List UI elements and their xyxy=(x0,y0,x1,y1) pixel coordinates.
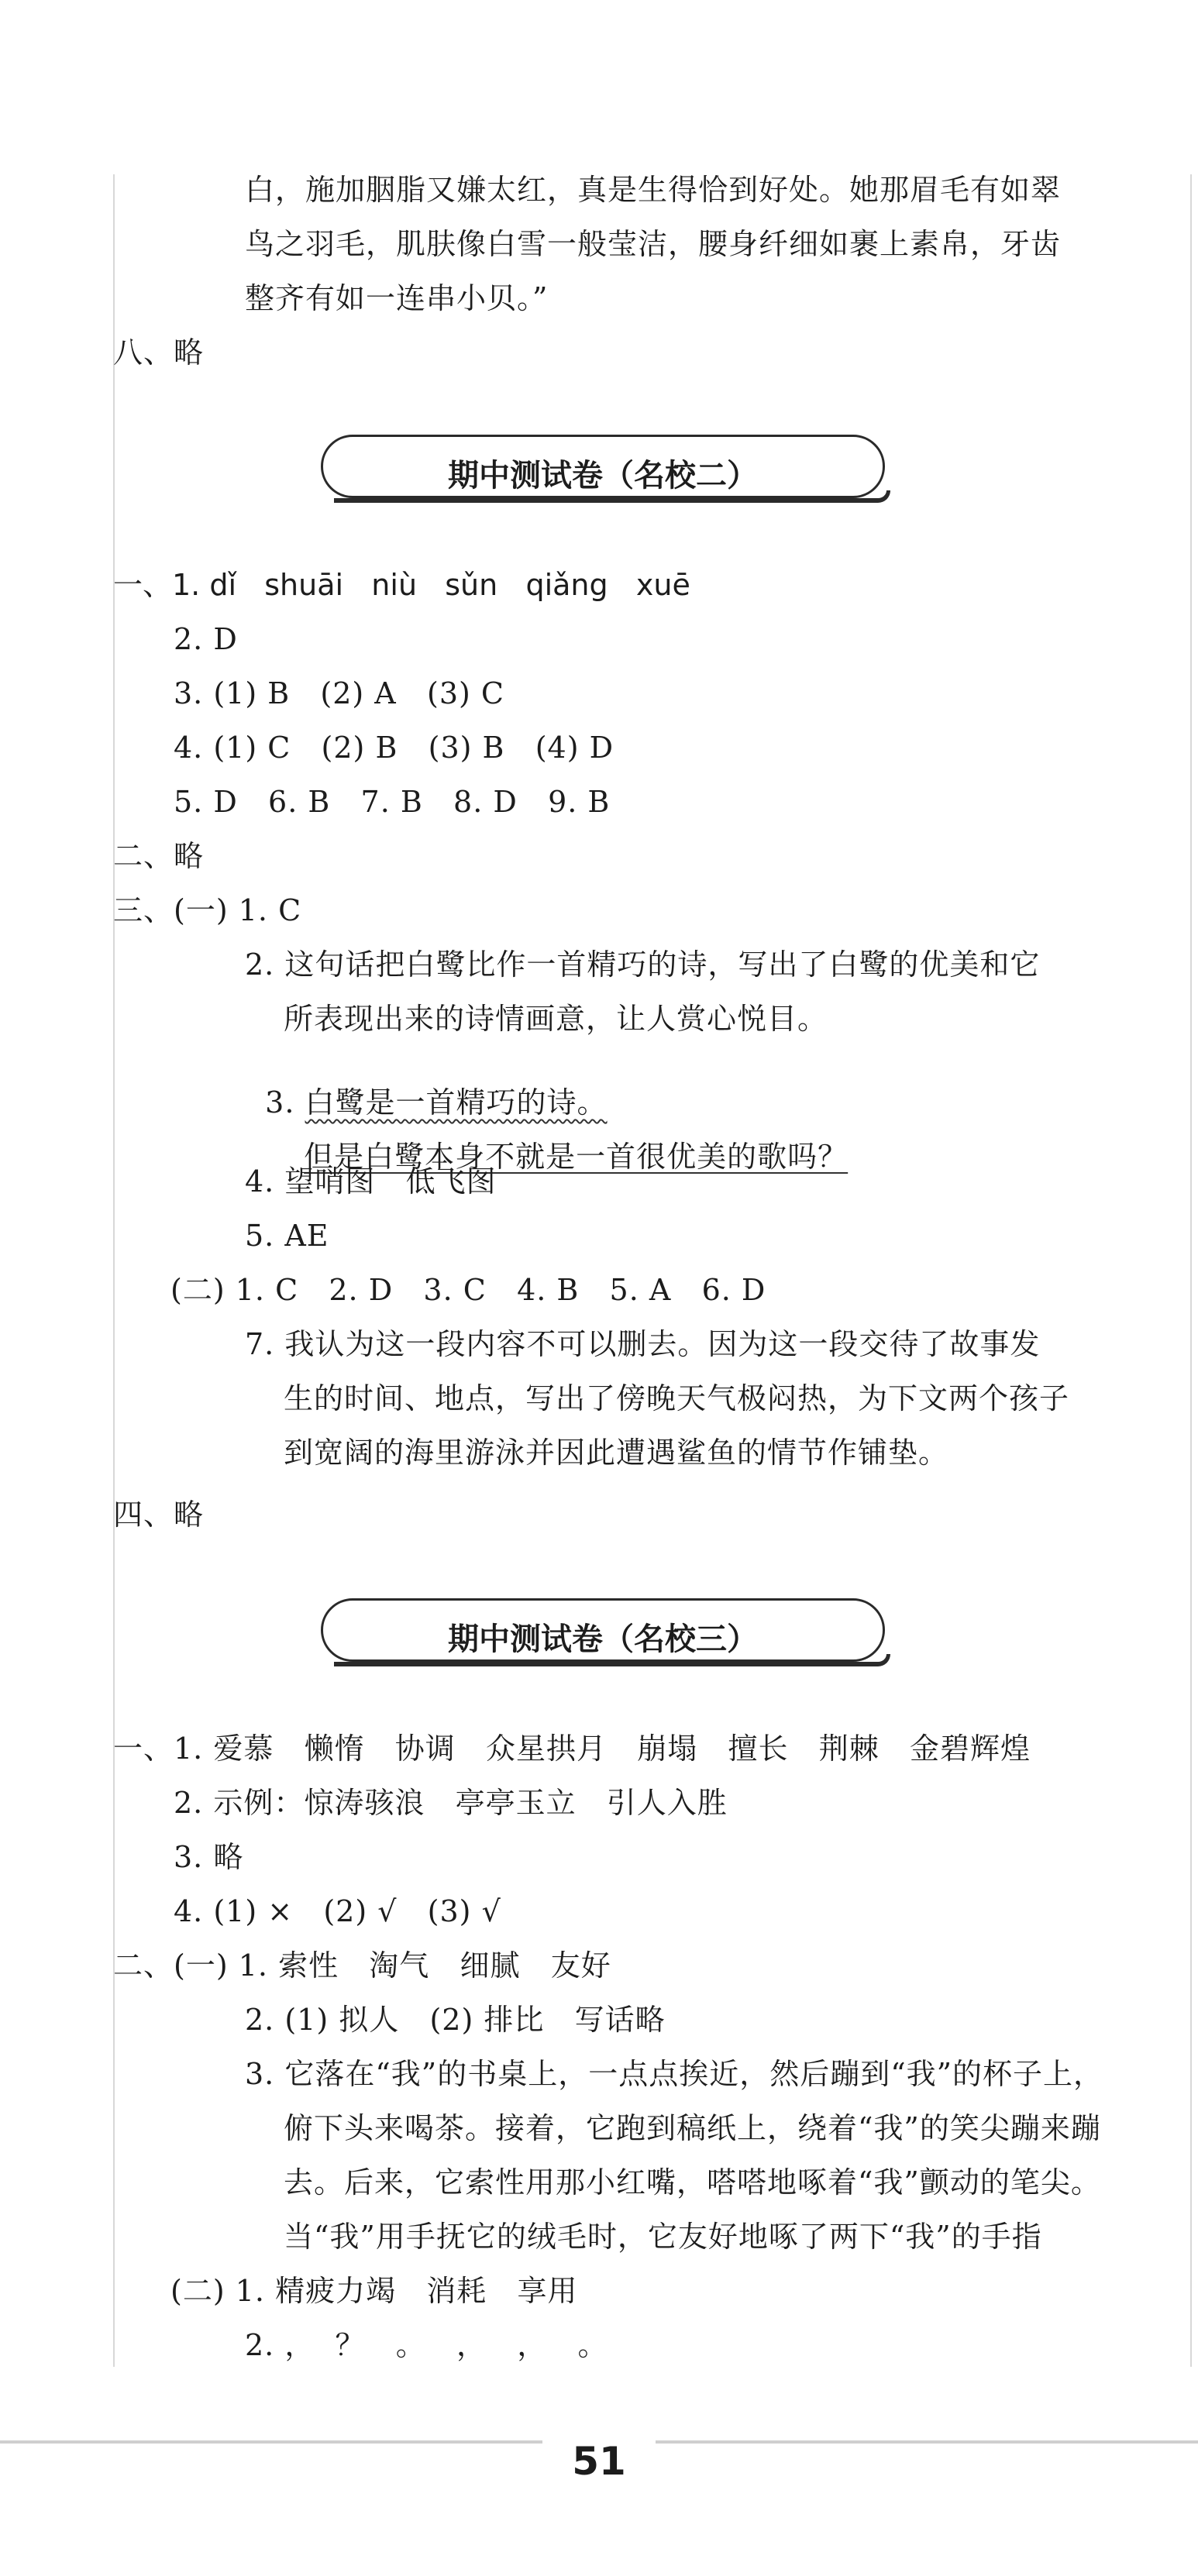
answer-line: 一、1. dǐ shuāi niù sǔn qiǎng xuē xyxy=(113,568,690,602)
answer-line: 5. AE xyxy=(245,1219,329,1253)
text-line: 白，施加胭脂又嫌太红，真是生得恰到好处。她那眉毛有如翠 xyxy=(245,173,1062,207)
answer-line: 俯下头来喝茶。接着，它跑到稿纸上，绕着“我”的笑尖蹦来蹦 xyxy=(284,2111,1101,2145)
answer-line: 生的时间、地点，写出了傍晚天气极闷热，为下文两个孩子 xyxy=(284,1381,1070,1415)
answer-line: (二) 1. 精疲力竭 消耗 享用 xyxy=(170,2274,578,2308)
section-title: 期中测试卷（名校三） xyxy=(448,1622,758,1657)
answer-line: 2. ， ？ 。 ， ， 。 xyxy=(245,2328,608,2362)
answer-line: 3. 它落在“我”的书桌上，一点点挨近，然后蹦到“我”的杯子上， xyxy=(245,2057,1104,2091)
answer-line: 二、(一) 1. 索性 淘气 细腻 友好 xyxy=(113,1948,611,1983)
right-margin-rule xyxy=(1190,174,1192,2367)
text-line: 鸟之羽毛，肌肤像白雪一般莹洁，腰身纤细如裹上素帛，牙齿 xyxy=(245,227,1062,261)
answer-line: 四、略 xyxy=(113,1498,205,1532)
answer-line: 7. 我认为这一段内容不可以删去。因为这一段交待了故事发 xyxy=(245,1327,1041,1361)
answer-line: 4. (1) × (2) √ (3) √ xyxy=(174,1894,501,1928)
answer-line: 2. (1) 拟人 (2) 排比 写话略 xyxy=(245,2003,666,2037)
answer-line xyxy=(245,1058,608,1117)
wavy-underlined-sentence: 白鹭是一首精巧的诗。 xyxy=(305,1085,608,1119)
answer-line: 2. 示例：惊涛骇浪 亭亭玉立 引人入胜 xyxy=(174,1786,728,1820)
text-line: 整齐有如一连串小贝。” xyxy=(245,281,549,315)
answer-line: 2. D xyxy=(174,622,238,656)
answer-line: 到宽阔的海里游泳并因此遭遇鲨鱼的情节作铺垫。 xyxy=(284,1436,949,1470)
section-title-banner xyxy=(321,1598,885,1662)
answer-line: 三、(一) 1. C xyxy=(113,893,302,927)
answer-line: 4. 望哨图 低飞图 xyxy=(245,1164,497,1199)
underlined-sentence: 但是白鹭本身不就是一首很优美的歌吗？ xyxy=(304,1140,849,1174)
answer-line: 4. (1) C (2) B (3) B (4) D xyxy=(174,731,614,765)
answer-line xyxy=(284,1113,849,1174)
answer-line: 2. 这句话把白鹭比作一首精巧的诗，写出了白鹭的优美和它 xyxy=(245,948,1041,982)
page-number: 51 xyxy=(572,2439,626,2484)
left-margin-rule xyxy=(113,174,115,2367)
answer-line: 3. 略 xyxy=(174,1840,244,1874)
section-title-banner xyxy=(321,435,885,498)
item-number: 3. xyxy=(265,1085,305,1119)
answer-line: 当“我”用手抚它的绒毛时，它友好地啄了两下“我”的手指 xyxy=(284,2220,1042,2254)
answer-line: 5. D 6. B 7. B 8. D 9. B xyxy=(174,785,611,819)
answer-line: 所表现出来的诗情画意，让人赏心悦目。 xyxy=(284,1002,828,1036)
answer-line: 二、略 xyxy=(113,839,205,873)
answer-line: 一、1. 爱慕 懒惰 协调 众星拱月 崩塌 擅长 荆棘 金碧辉煌 xyxy=(113,1732,1031,1766)
answer-line: 去。后来，它索性用那小红嘴，嗒嗒地啄着“我”颤动的笔尖。 xyxy=(284,2165,1101,2199)
answer-line: (二) 1. C 2. D 3. C 4. B 5. A 6. D xyxy=(170,1273,766,1307)
answer-line: 3. (1) B (2) A (3) C xyxy=(174,676,504,710)
section-title: 期中测试卷（名校二） xyxy=(448,458,758,494)
text-line: 八、略 xyxy=(113,335,205,370)
